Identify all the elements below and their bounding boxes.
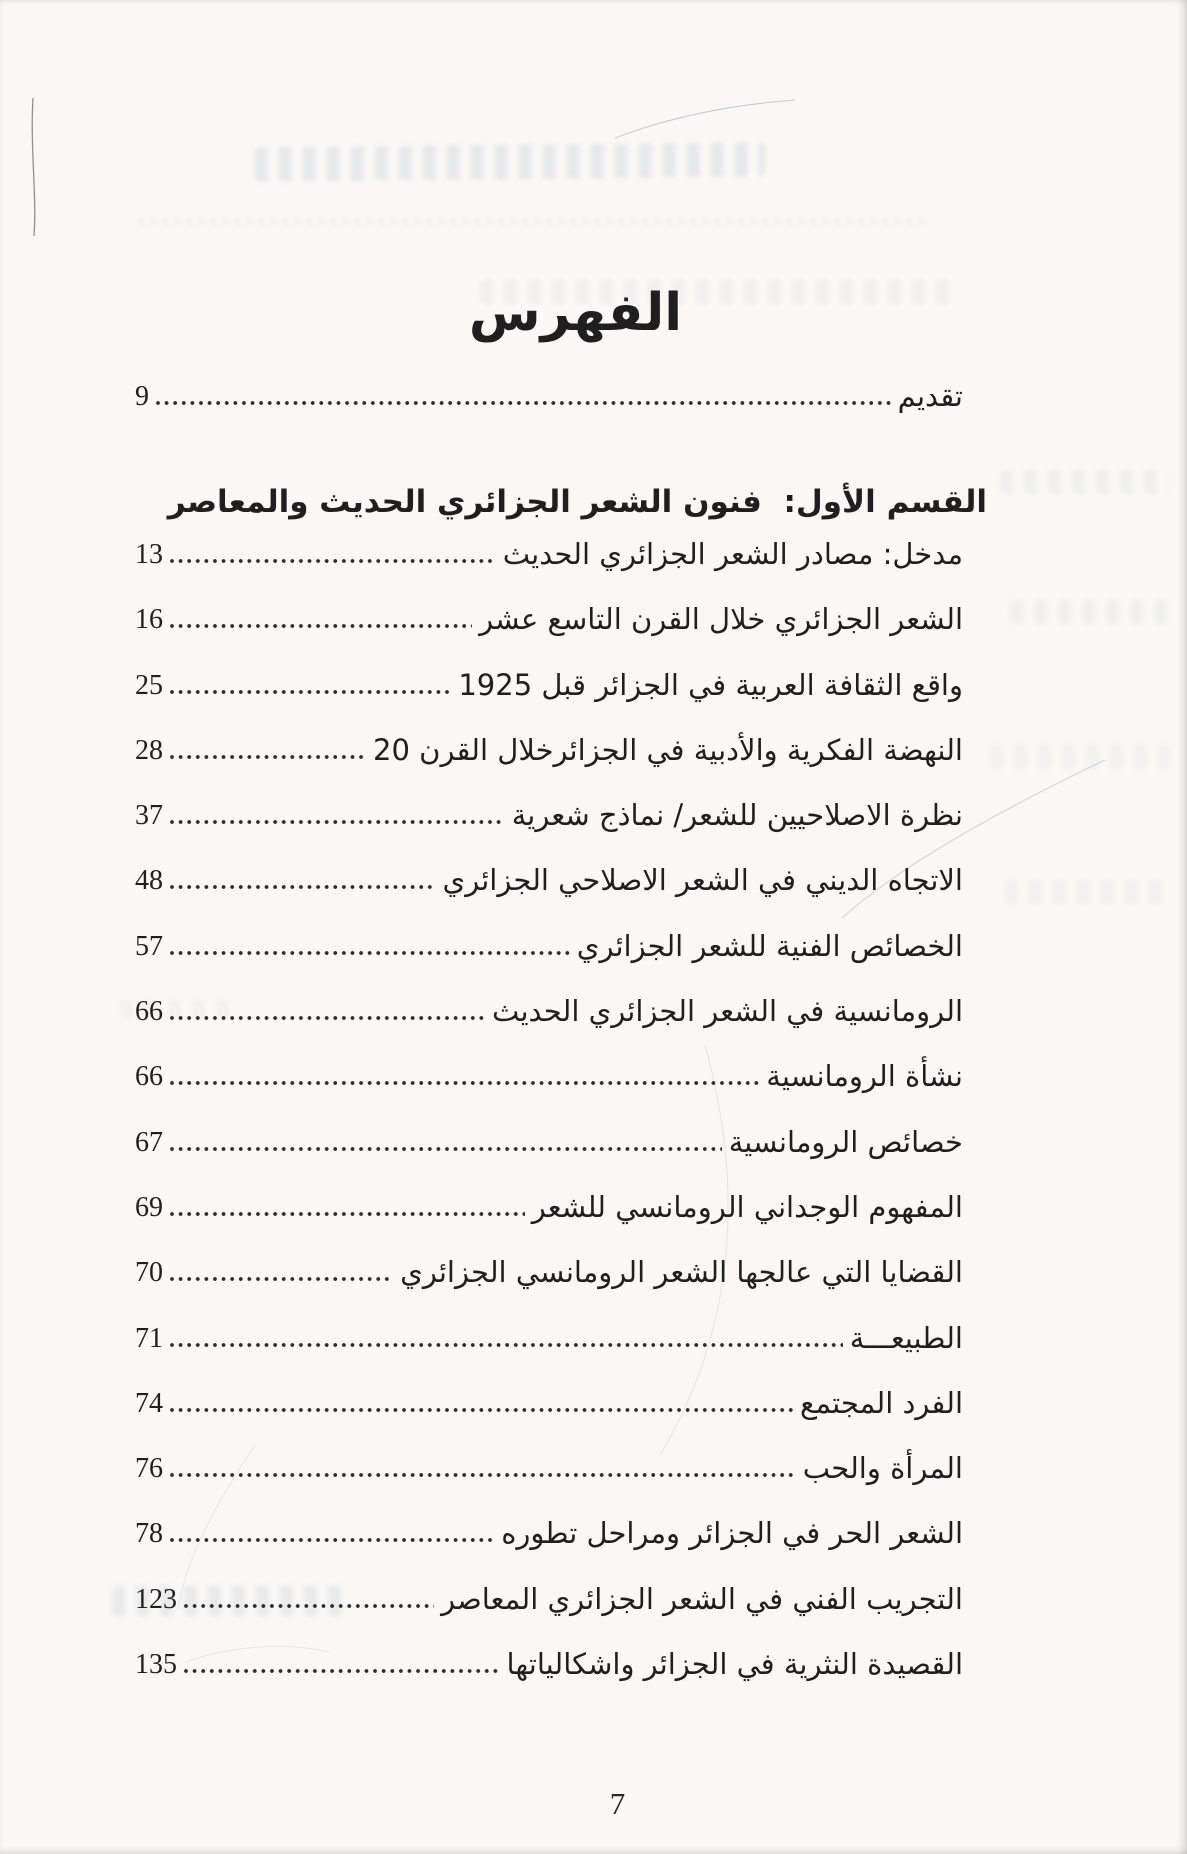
toc-entry-row xyxy=(135,1381,963,1423)
dot-leader xyxy=(168,949,570,957)
toc-entry-row xyxy=(135,989,963,1031)
dot-leader xyxy=(168,753,366,761)
dot-leader xyxy=(168,688,451,696)
dot-leader xyxy=(154,399,891,407)
dot-leader xyxy=(168,622,472,630)
toc-entry-label: الاتجاه الديني في الشعر الاصلاحي الجزائري xyxy=(442,863,963,898)
bleedthrough-margin-3 xyxy=(990,745,1170,769)
toc-entry-page-number: 37 xyxy=(135,800,163,832)
dot-leader xyxy=(168,1210,525,1218)
dot-leader xyxy=(168,1471,796,1479)
bleedthrough-dotline-1 xyxy=(140,218,930,226)
toc-entry-row xyxy=(135,597,963,639)
toc-entry-page-number: 28 xyxy=(135,734,163,766)
toc-entry-row xyxy=(135,532,963,574)
dot-leader xyxy=(168,1014,485,1022)
toc-entry-row xyxy=(135,1642,963,1684)
toc-entry-row xyxy=(135,1120,963,1162)
toc-entry-page-number: 16 xyxy=(135,604,163,636)
dot-leader xyxy=(182,1667,500,1675)
toc-entry-label: الشعر الحر في الجزائر ومراحل تطوره xyxy=(501,1516,963,1551)
toc-entry-page-number: 9 xyxy=(135,381,149,412)
toc-entry-row xyxy=(135,663,963,705)
dot-leader xyxy=(168,1145,722,1153)
toc-entry-row xyxy=(135,1185,963,1227)
contents-title: الفهرس xyxy=(468,282,683,343)
bleedthrough-margin-1 xyxy=(1000,470,1170,494)
toc-entry-page-number: 74 xyxy=(135,1387,163,1419)
toc-entry-row xyxy=(135,1054,963,1096)
toc-entry-row xyxy=(135,1316,963,1358)
toc-entry-page-number: 76 xyxy=(135,1453,163,1485)
toc-entry-page-number: 66 xyxy=(135,1061,163,1093)
toc-entry-label: الطبيعـــة xyxy=(849,1320,963,1355)
toc-entry-page-number: 48 xyxy=(135,865,163,897)
bleedthrough-headline xyxy=(255,142,765,181)
toc-entry-page-number: 57 xyxy=(135,930,163,962)
toc-entry-page-number: 69 xyxy=(135,1191,163,1223)
bleedthrough-margin-4 xyxy=(1005,880,1170,904)
toc-entry-page-number: 123 xyxy=(135,1583,177,1615)
bleedthrough-margin-2 xyxy=(1010,600,1170,624)
dot-leader xyxy=(168,557,496,565)
toc-entry-label: القصيدة النثرية في الجزائر واشكالياتها xyxy=(506,1647,963,1682)
section-header-part-one: القسم الأول: فنون الشعر الجزائري الحديث والمعاصر xyxy=(167,483,987,520)
toc-entry-label: مدخل: مصادر الشعر الجزائري الحديث xyxy=(502,537,963,571)
dot-leader xyxy=(168,1406,793,1414)
toc-entry-label: نشأة الرومانسية xyxy=(766,1059,963,1094)
toc-entry-row xyxy=(135,858,963,900)
toc-entry-row xyxy=(135,924,963,966)
toc-entry-label: الخصائص الفنية للشعر الجزائري xyxy=(576,928,963,963)
toc-entry-label: نظرة الاصلاحيين للشعر/ نماذج شعرية xyxy=(511,798,963,833)
toc-entry-page-number: 67 xyxy=(135,1126,163,1158)
toc-entry-label: المرأة والحب xyxy=(802,1451,963,1486)
dot-leader xyxy=(168,883,436,891)
toc-entry-row xyxy=(135,1511,963,1553)
toc-entry-row xyxy=(135,1577,963,1619)
toc-entry-label: الشعر الجزائري خلال القرن التاسع عشر xyxy=(479,602,963,637)
dot-leader xyxy=(168,1275,393,1283)
toc-entry-label: النهضة الفكرية والأدبية في الجزائرخلال القرن 20 xyxy=(373,732,963,767)
toc-entry-page-number: 66 xyxy=(135,996,163,1028)
toc-entry-label: خصائص الرومانسية xyxy=(728,1124,963,1159)
toc-entry-page-number: 25 xyxy=(135,669,163,701)
dot-leader xyxy=(182,1602,434,1610)
dot-leader xyxy=(168,1536,494,1544)
toc-entry-label: الرومانسية في الشعر الجزائري الحديث xyxy=(492,994,963,1029)
toc-entry-label: التجريب الفني في الشعر الجزائري المعاصر xyxy=(441,1581,963,1616)
toc-entry-label: القضايا التي عالجها الشعر الرومانسي الجزائري xyxy=(400,1255,963,1290)
dot-leader xyxy=(168,1079,759,1087)
toc-entry-page-number: 13 xyxy=(135,539,163,570)
toc-entry-page-number: 78 xyxy=(135,1518,163,1550)
toc-entry-row xyxy=(135,728,963,770)
footer-page-number: 7 xyxy=(609,1786,626,1821)
toc-entry-label: واقع الثقافة العربية في الجزائر قبل 1925 xyxy=(458,667,963,702)
toc-entry-page-number: 71 xyxy=(135,1322,163,1354)
toc-entry-row xyxy=(135,1446,963,1488)
toc-entry-row xyxy=(135,374,963,416)
toc-entry-page-number: 70 xyxy=(135,1257,163,1289)
toc-entry-label: الفرد المجتمع xyxy=(799,1385,963,1420)
toc-entry-list xyxy=(135,532,963,1707)
dot-leader xyxy=(168,818,505,826)
dot-leader xyxy=(168,1341,843,1349)
toc-entry-label: تقديم xyxy=(897,379,963,413)
toc-entry-row xyxy=(135,1250,963,1292)
toc-entry-row xyxy=(135,793,963,835)
toc-entry-page-number: 135 xyxy=(135,1649,177,1681)
toc-entry-label: المفهوم الوجداني الرومانسي للشعر xyxy=(531,1189,963,1224)
